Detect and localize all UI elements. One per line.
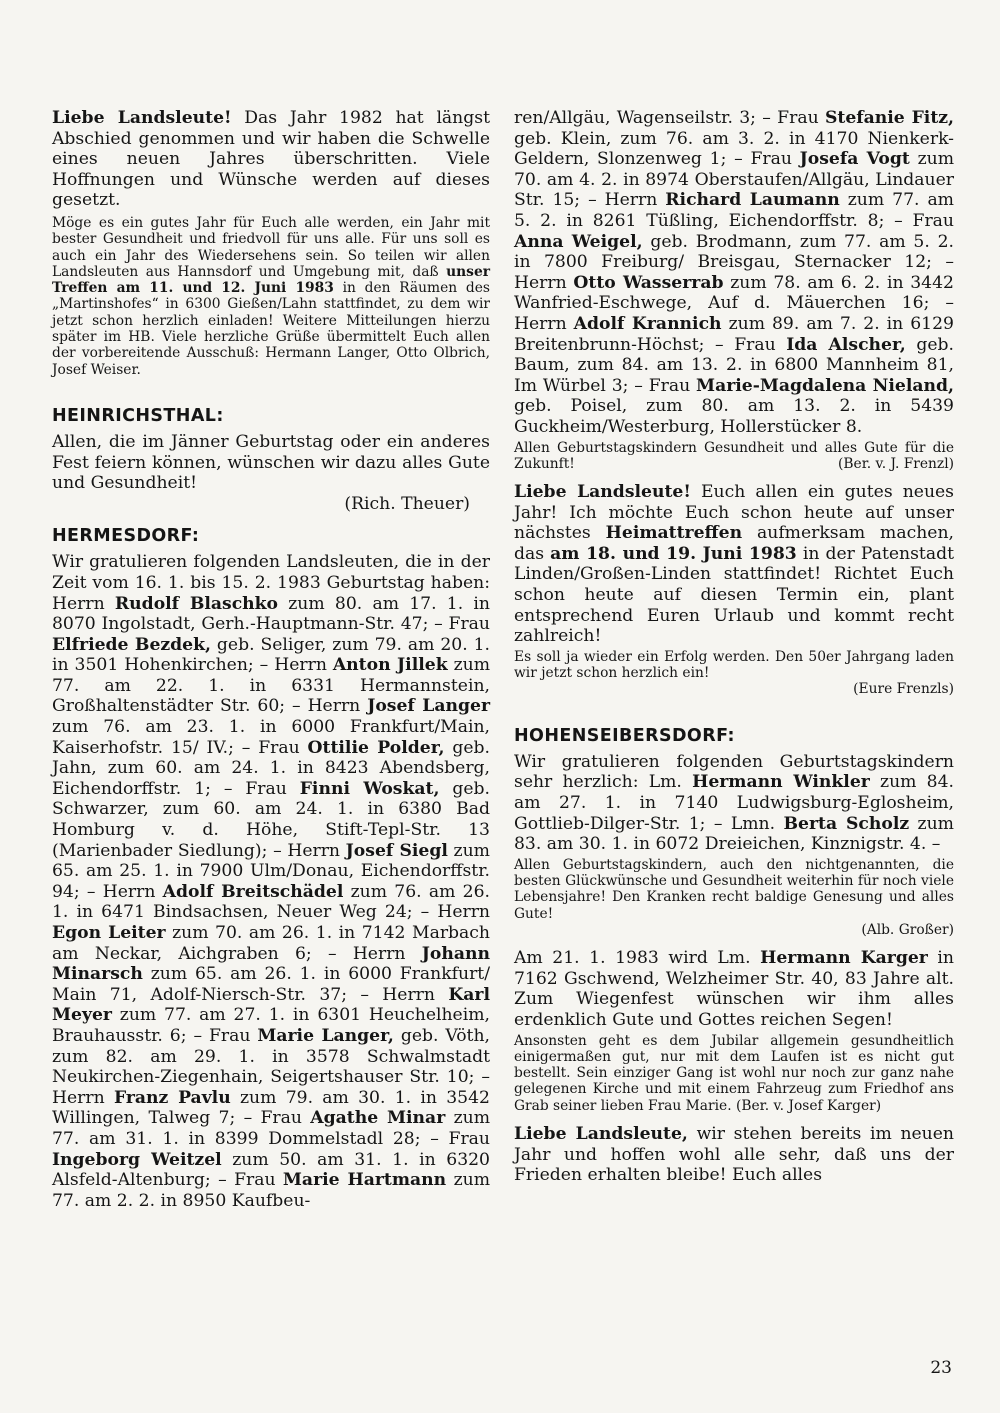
heading-hermesdorf: HERMESDORF: (52, 526, 200, 547)
hermesdorf-birthdays-continued: ren/Allgäu, Wagenseilstr. 3; – Frau Stefanie Fitz, geb. Klein, zum 76. am 3. 2. in 4170 Nienkerk-Geldern, Slonzenweg 1; – Frau Josefa Vogt zum 70. am 4. 2. in 8974 Oberstaufen/Allgäu, Lindauer Str. 15; – Herrn Richard Laumann zum 77. am 5. 2. in 8261 Tüßling, Eichendorffstr. 8; – Frau Anna Weigel, geb. Brodmann, zum 77. am 5. 2. in 7800 Freiburg/ Breisgau, Sternacker 12; – Herrn Otto Wasserrab zum 78. am 6. 2. in 3442 Wanfried-Eschwege, Auf d. Mäuerchen 16; – Herrn Adolf Krannich zum 89. am 7. 2. in 6129 Breitenbrunn-Höchst; – Frau Ida Alscher, geb. Baum, zum 84. am 13. 2. in 6800 Mannheim 81, Im Würbel 3; – Frau Marie-Magdalena Nieland, geb. Poisel, zum 80. am 13. 2. in 5439 Guckheim/Westerburg, Hollerstücker 8. (514, 108, 955, 437)
left-column (52, 108, 490, 1211)
closing-greeting: Liebe Landsleute, wir stehen bereits im neuen Jahr und hoffen wohl alle sehr, daß uns der Frieden erhalten bleibe! Euch alles (514, 1124, 954, 1186)
hermesdorf-wishes-signature: (Ber. v. J. Frenzl) (838, 455, 954, 472)
hohenseibersdorf-wishes: Allen Geburtstagskindern, auch den nichtgenannten, die besten Glückwünsche und Gesundheit weiterhin für noch viele Lebensjahre! Den Kranken recht baldige Genesung und alles Gute! (514, 856, 954, 922)
hermesdorf-meeting-invitation: Liebe Landsleute! Euch allen ein gutes neues Jahr! Ich möchte Euch schon heute auf unser nächstes Heimattreffen aufmerksam machen, das am 18. und 19. Juni 1983 in der Patenstadt Linden/Großen-Linden stattfindet! Richtet Euch schon heute auf diesen Termin ein, plant entsprechend Euren Urlaub und kommt recht zahlreich! (514, 482, 955, 647)
hermesdorf-birthdays: Wir gratulieren folgenden Landsleuten, die in der Zeit vom 16. 1. bis 15. 2. 1983 Geburtstag haben: Herrn Rudolf Blaschko zum 80. am 17. 1. in 8070 Ingolstadt, Gerh.-Hauptmann-Str. 47; – Frau Elfriede Bezdek, geb. Seliger, zum 79. am 20. 1. in 3501 Hohenkirchen; – Herrn Anton Jillek zum 77. am 22. 1. in 6331 Hermannstein, Großhaltenstädter Str. 60; – Herrn Josef Langer zum 76. am 23. 1. in 6000 Frankfurt/Main, Kaiserhofstr. 15/ IV.; – Frau Ottilie Polder, geb. Jahn, zum 60. am 24. 1. in 8423 Abendsberg, Eichendorffstr. 1; – Frau Finni Woskat, geb. Schwarzer, zum 60. am 24. 1. in 6380 Bad Homburg v. d. Höhe, Stift-Tepl-Str. 13 (Marienbader Siedlung); – Herrn Josef Siegl zum 65. am 25. 1. in 7900 Ulm/Donau, Eichendorffstr. 94; – Herrn Adolf Breitschädel zum 76. am 26. 1. in 6471 Bindsachsen, Neuer Weg 24; – Herrn Egon Leiter zum 70. am 26. 1. in 7142 Marbach am Neckar, Aichgraben 6; – Herrn Johann Minarsch zum 65. am 26. 1. in 6000 Frankfurt/ Main 71, Adolf-Niersch-Str. 37; – Herrn Karl Meyer zum 77. am 27. 1. in 6301 Heuchelheim, Brauhausstr. 6; – Frau Marie Langer, geb. Vöth, zum 82. am 29. 1. in 3578 Schwalmstadt Neukirchen-Ziegenhain, Seigertshauser Str. 10; – Herrn Franz Pavlu zum 79. am 30. 1. in 3542 Willingen, Talweg 7; – Frau Agathe Minar zum 77. am 31. 1. in 8399 Dommelstadl 28; – Frau Ingeborg Weitzel zum 50. am 31. 1. in 6320 Alsfeld-Altenburg; – Frau Marie Hartmann zum 77. am 2. 2. in 8950 Kaufbeu- (52, 552, 491, 1211)
intro-paragraph: Liebe Landsleute! Das Jahr 1982 hat längst Abschied genommen und wir haben die Schwelle eines neuen Jahres überschritten. Viele Hoffnungen und Wünsche werden auf dieses gesetzt. (52, 108, 490, 211)
heinrichsthal-signature: (Rich. Theuer) (344, 493, 470, 514)
page-number: 23 (930, 1358, 952, 1378)
hermesdorf-wishes: Allen Geburtstagskindern Gesundheit und alles Gute für die Zukunft! (Ber. v. J. Frenzl) (514, 439, 954, 472)
heading-heinrichsthal: HEINRICHSTHAL: (52, 405, 224, 426)
greeting: Liebe Landsleute! (52, 108, 232, 128)
hohenseibersdorf-birthdays: Wir gratulieren folgenden Geburtstagskindern sehr herzlich: Lm. Hermann Winkler zum 84. am 27. 1. in 7140 Ludwigsburg-Eglosheim, Gottlieb-Dilger-Str. 1; – Lmn. Berta Scholz zum 83. am 30. 1. in 6072 Dreieichen, Kinznigstr. 4. – (514, 751, 954, 855)
right-column (514, 108, 954, 1186)
hohenseibersdorf-signature: (Alb. Großer) (861, 921, 954, 938)
heinrichsthal-text: Allen, die im Jänner Geburtstag oder ein anderes Fest feiern können, wünschen wir dazu alles Gute und Gesundheit! (52, 431, 490, 494)
hermesdorf-meeting-note: Es soll ja wieder ein Erfolg werden. Den 50er Jahrgang laden wir jetzt schon herzlich ein! (514, 648, 954, 682)
karger-note: Ansonsten geht es dem Jubilar allgemein gesundheitlich einigermaßen gut, nur mit dem Laufen ist es nicht gut bestellt. Sein einziger Gang ist wohl nur noch zur ganz nahe gelegenen Kirche und mit einem Fahrzeug zum Friedhof ans Grab seiner lieben Frau Marie. (Ber. v. Josef Karger) (514, 1032, 954, 1114)
karger-birthday: Am 21. 1. 1983 wird Lm. Hermann Karger in 7162 Gschwend, Welzheimer Str. 40, 83 Jahre alt. Zum Wiegenfest wünschen wir ihm alles erdenklich Gute und Gottes reichen Segen! (514, 948, 954, 1030)
heading-hohenseibersdorf: HOHENSEIBERSDORF: (514, 725, 735, 746)
hermesdorf-meeting-signature: (Eure Frenzls) (853, 681, 954, 698)
intro-announcement: Möge es ein gutes Jahr für Euch alle werden, ein Jahr mit bester Gesundheit und friedvoll für uns alle. Für uns soll es auch ein Jahr des Wiedersehens sein. So teilen wir allen Landsleuten aus Hannsdorf und Umgebung mit, daß unser Treffen am 11. und 12. Juni 1983 in den Räumen des „Martinshofes“ in 6300 Gießen/Lahn stattfindet, zu dem wir jetzt schon herzlich einladen! Weitere Mitteilungen hierzu später im HB. Viele herzliche Grüße übermittelt Euch allen der vorbereitende Ausschuß: Hermann Langer, Otto Olbrich, Josef Weiser. (52, 214, 490, 378)
